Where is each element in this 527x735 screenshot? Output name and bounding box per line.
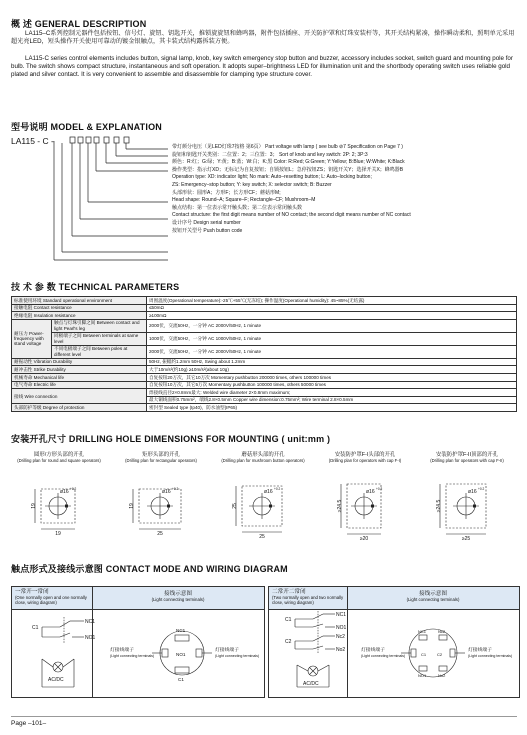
vertical-dimension-label: 19 bbox=[129, 503, 135, 509]
table-cell: ≤50mΩ bbox=[147, 304, 517, 312]
table-cell: 耐压力 Power-frequency with stand voltage bbox=[12, 319, 52, 358]
vertical-dimension-label: 19 bbox=[31, 503, 37, 509]
drilling-plan-title bbox=[416, 452, 518, 463]
table-cell: 焊接线直径2×0.8mm最大: Welded wire diameter 2×0.8mm maximum; bbox=[147, 389, 517, 397]
horizontal-dimension-label: 19 bbox=[55, 531, 61, 537]
drilling-drawing bbox=[110, 472, 210, 552]
drilling-title-en: (Drilling plan for round and square operators) bbox=[17, 458, 101, 463]
general-cn-text: LA115–C系列控制元器件包括按钮、信号灯、旋钮、钥匙开关，推锁旋旋钮和蜂鸣器，附件包括插座、开关防护罩和灯珠安装杆等，其开关结构紧凑，操作瞬动柔和，照明单元采用超光亮LED，短头操作开关使用可靠动的镀金银触点，其卡装式结构露拆装方便。 bbox=[11, 30, 515, 46]
hole-tolerance: +0.2 bbox=[274, 487, 281, 491]
drilling-drawing bbox=[212, 472, 312, 552]
table-row bbox=[12, 358, 517, 366]
label-c1: C1 bbox=[32, 625, 39, 631]
lamp-terminal-en-l: (Light connecting terminals) bbox=[110, 654, 155, 658]
hole-diameter: ø16 bbox=[468, 489, 477, 495]
drilling-title-en: (Drilling plan for rectangular operators) bbox=[125, 458, 197, 463]
tech-heading: 技 术 参 数 TECHNICAL PARAMETERS bbox=[11, 282, 180, 292]
hole-tolerance: +0.2 bbox=[376, 487, 383, 491]
table-row bbox=[12, 332, 517, 345]
lamp-terminal-en-l: (Light connecting terminals) bbox=[361, 654, 406, 658]
drilling-plan-title bbox=[8, 452, 110, 463]
table-row bbox=[12, 297, 517, 305]
table-row bbox=[12, 381, 517, 389]
general-en-text: LA115-C series control elements includes button, signal lamp, knob, key switch emergency stop button and buzzer, accessory includes socket, switch guard and mounting pole for bulb. The switch shows compact structure, instantaneous and soft operation. It adopts super–brightness LED for illumination unit and the shortbody operating switch uses reliable gold plated and silver contact. It is very convenient to assemble and disassemble for clamping type structure cover. bbox=[11, 55, 513, 79]
model-code-text: LA115 - C - bbox=[11, 136, 54, 146]
table-cell: 耐振动性 Vibration Durability bbox=[12, 358, 147, 366]
drilling-heading: 安装开孔尺寸 DRILLING HOLE DIMENSIONS FOR MOUNTING ( unit:mm ) bbox=[11, 434, 331, 444]
model-line: 旋钮和钥匙开关类别：二位置：2；三位置：3； Sort of knob and key switch: 2P: 2; 3P:3 bbox=[172, 151, 368, 158]
model-line: ZS: Emergency–stop button; Y: key switch; X: selector switch; B: Buzzer bbox=[172, 181, 332, 188]
vertical-dimension-label: ≥24.5 bbox=[436, 499, 442, 513]
table-cell: 接触电阻 Contact resistance bbox=[12, 304, 147, 312]
lamp-terminal-label-l: 灯接线端子 bbox=[361, 648, 385, 653]
wiring-title-en: (One normally open and one normally close, wiring diagram) bbox=[15, 595, 87, 606]
model-line: Contact structure: the first digit means number of NO contact; the second digit means number of NC contact bbox=[172, 212, 411, 219]
drilling-plan bbox=[314, 452, 416, 552]
terminal-c2: C2 bbox=[437, 652, 443, 657]
terminal-nc1: NC1 bbox=[176, 628, 186, 633]
table-cell: 绝缘电阻 Insulation resistance bbox=[12, 312, 147, 320]
terminal-no1: NO1 bbox=[418, 673, 427, 678]
horizontal-dimension-label: ≥25 bbox=[461, 536, 471, 542]
drilling-plan bbox=[212, 452, 314, 552]
footer-rule bbox=[11, 716, 517, 717]
table-row bbox=[12, 404, 517, 412]
table-row bbox=[12, 304, 517, 312]
label-c1: C1 bbox=[285, 617, 292, 623]
wiring-title bbox=[15, 589, 91, 606]
terminal-c1: C1 bbox=[421, 652, 427, 657]
label-nc1: NC1 bbox=[336, 612, 347, 618]
drilling-title-cn: 安装防护罩F-I头部的开孔 bbox=[334, 452, 396, 458]
drilling-drawing bbox=[8, 472, 108, 552]
table-cell: 接线 Wire connection bbox=[12, 389, 147, 404]
drilling-title-cn: 安装防护罩F-II顶部的开孔 bbox=[436, 452, 498, 458]
label-no2: No2 bbox=[336, 647, 346, 653]
hole-diameter: ø16 bbox=[162, 489, 171, 495]
drilling-diagrams bbox=[8, 452, 520, 552]
table-cell: 机械寿命 Mechanical life bbox=[12, 373, 147, 381]
drilling-plan bbox=[8, 452, 110, 552]
lamp-terminal-en-r: (Light connecting terminals) bbox=[215, 654, 260, 658]
table-cell: 2000伏，交流50Hz，一分钟 AC 2000V/50Hz, 1 minute bbox=[147, 319, 517, 332]
model-heading: 型号说明 MODEL & EXPLANATION bbox=[11, 122, 162, 132]
terminal-no2: No2 bbox=[438, 673, 446, 678]
horizontal-dimension-label: 25 bbox=[157, 531, 163, 537]
table-cell: 1000伏，交流50Hz，一分钟 AC 1000V/50Hz, 1 minute bbox=[147, 332, 517, 345]
drilling-title-en: (Drilling plan for operators with cap F-I) bbox=[328, 458, 402, 463]
table-cell: 自复按钮20万次，其它10万次 Momentary pushbutton 200000 times, others 100000 times bbox=[147, 373, 517, 381]
lamp-terminal-label-r: 灯接线端子 bbox=[215, 648, 239, 653]
general-heading: 概 述 GENERAL DESCRIPTION bbox=[11, 19, 147, 29]
hole-tolerance: +0.2 bbox=[172, 487, 179, 491]
diagram-title-en: (Light connecting terminals) bbox=[406, 597, 460, 603]
table-cell: 头部防护等级 Degree of protection bbox=[12, 404, 147, 412]
model-explanation bbox=[172, 144, 522, 235]
drilling-plan-title bbox=[212, 452, 314, 463]
table-cell: 大于10m/s²(约10g) ≥10m/s²(about 10g) bbox=[147, 366, 517, 374]
drilling-title-en: (Drilling plan for operators with cap F-II) bbox=[430, 458, 504, 463]
diagram-title-en: (Light connecting terminals) bbox=[151, 597, 205, 603]
model-line: 触点结构：第一位表示常开触头数；第二位表示常闭触头数 bbox=[172, 204, 303, 211]
table-cell: 最大铜线面积0.75mm²，端线2.8×0.5mm Copper wire dimension:0.75mm²; Wire terminal 2.8×0.5mm bbox=[147, 396, 517, 404]
table-row bbox=[12, 373, 517, 381]
label-c2: C2 bbox=[285, 639, 292, 645]
diagram-title bbox=[349, 591, 517, 602]
lamp-terminal-en-r: (Light connecting terminals) bbox=[468, 654, 513, 658]
label-acdc: AC/DC bbox=[303, 681, 319, 687]
drilling-drawing bbox=[416, 472, 516, 552]
table-cell: 电气寿命 Electric life bbox=[12, 381, 147, 389]
vertical-dimension-label: ≥24.5 bbox=[337, 499, 343, 513]
table-cell: 周围温度(Operational temperature):-25℃+55℃(无冻结); 操作温度(Operational humidity): 45~85%(无结露) bbox=[147, 297, 517, 305]
diagram-title bbox=[94, 591, 262, 602]
diagram-title-cn: 接线示意图 bbox=[164, 591, 192, 597]
drilling-drawing bbox=[314, 472, 414, 552]
table-cell: 自复按钮10万次，其它5万次 Momentary pushbutton 100000 times, others 50000 times bbox=[147, 381, 517, 389]
table-cell: 标准使用环境 Standard operational environment bbox=[12, 297, 147, 305]
model-code-bracket bbox=[50, 136, 170, 266]
model-line: 操作类型：指示灯XD；无标记为自复按钮；自锁按钮L；急停按钮ZS；钥匙开关Y；选择开关X；蜂鸣器B bbox=[172, 166, 404, 173]
wiring-title-cn: 一常开一常闭 bbox=[15, 589, 49, 595]
table-row bbox=[12, 366, 517, 374]
drilling-title-cn: 蘑菇形头部的开孔 bbox=[241, 452, 285, 458]
table-cell: 50Hz, 振幅约1.2mm 50Hz, Swing about 1.2mm bbox=[147, 358, 517, 366]
model-line: 带灯颜分电压（见LED灯珠7按格 第6页） Part voltage with lamp ( see bulb ⊘7 Specification on Page 7 ) bbox=[172, 144, 403, 150]
diagram-title-cn: 接线示意图 bbox=[419, 591, 447, 597]
horizontal-dimension-label: ≥20 bbox=[359, 536, 369, 542]
drilling-plan bbox=[416, 452, 518, 552]
horizontal-dimension-label: 25 bbox=[259, 534, 265, 540]
table-row bbox=[12, 345, 517, 358]
model-line: Head shape: Round–A; Square–F; Rectangle–CF; Mushroom–M bbox=[172, 197, 316, 204]
drilling-plan-title bbox=[314, 452, 416, 463]
wiring-diagram-1no1nc bbox=[12, 609, 264, 697]
lamp-terminal-label-r: 灯接线端子 bbox=[468, 648, 492, 653]
table-cell: ≥100mΩ bbox=[147, 312, 517, 320]
table-cell: 耐冲击性 Strike Durability bbox=[12, 366, 147, 374]
wiring-box-2no2nc bbox=[268, 586, 520, 698]
table-row bbox=[12, 389, 517, 397]
model-line: 颜色：R:红；G:绿；Y:黄；B:蓝；W:白；K:黑 Color: R:Red; G:Green; Y:Yellow; B:Blue; W:White; K:Black bbox=[172, 159, 405, 166]
drilling-title-cn: 圆形/方形头部的开孔 bbox=[33, 452, 84, 458]
model-line: 按钮开关型号 Push button code bbox=[172, 227, 243, 234]
table-cell: 同极端子之间 Between terminals at same level bbox=[52, 332, 147, 345]
table-cell: 2000伏，交流50Hz，一分钟 AC 2000V/50Hz, 1 minute bbox=[147, 345, 517, 358]
tech-table bbox=[11, 296, 517, 412]
wiring-title bbox=[272, 589, 346, 606]
label-acdc: AC/DC bbox=[48, 677, 64, 683]
drilling-plan-title bbox=[110, 452, 212, 463]
table-cell: 密封型 Sealed type (Ip40)，防水油型(IP65) bbox=[147, 404, 517, 412]
model-line: Operation type: XD: indicator light; No mark: Auto–resetting button; L: Auto–locking button; bbox=[172, 174, 372, 181]
vertical-dimension-label: 25 bbox=[232, 503, 238, 509]
terminal-nc1: NC1 bbox=[418, 629, 427, 634]
label-no1: NO1 bbox=[336, 625, 347, 631]
contact-heading: 触点形式及接线示意图 CONTACT MODE AND WIRING DIAGRAM bbox=[11, 564, 288, 574]
hole-diameter: ø16 bbox=[60, 489, 69, 495]
drilling-title-cn: 矩形头部的开孔 bbox=[142, 452, 180, 458]
hole-diameter: ø16 bbox=[366, 489, 375, 495]
drilling-title-en: (Drilling plan for mushroom button operators) bbox=[221, 458, 305, 463]
terminal-c1: C1 bbox=[178, 677, 184, 682]
model-line: 头部形状：圆形A；方形F；长方形CF；蘑菇形M; bbox=[172, 189, 281, 196]
table-cell: 触点与灯珠引脚之间 Between contact and light Pearl's leg bbox=[52, 319, 147, 332]
wiring-title-en: (Two normally open and two normally close, wiring diagram) bbox=[272, 595, 344, 606]
wiring-title-cn: 二常开二常闭 bbox=[272, 589, 306, 595]
hole-diameter: ø16 bbox=[264, 489, 273, 495]
lamp-terminal-label-l: 灯接线端子 bbox=[110, 648, 134, 653]
drilling-plan bbox=[110, 452, 212, 552]
model-line: 设计序号 Design serial number bbox=[172, 219, 241, 226]
terminal-nc2: Nc2 bbox=[438, 629, 446, 634]
wiring-diagram-2no2nc bbox=[269, 609, 519, 697]
hole-tolerance: +0.2 bbox=[478, 487, 485, 491]
page-number: Page –101– bbox=[11, 720, 47, 727]
hole-tolerance: +0.2 bbox=[70, 487, 77, 491]
label-nc2: Nc2 bbox=[336, 634, 345, 640]
model-code bbox=[11, 136, 54, 146]
label-nc1: NC1 bbox=[85, 619, 96, 625]
table-row bbox=[12, 319, 517, 332]
table-cell: 不同电极端子之间 Between poles at different level bbox=[52, 345, 147, 358]
label-no1: NO1 bbox=[85, 635, 96, 641]
table-row bbox=[12, 312, 517, 320]
terminal-no1: NO1 bbox=[176, 652, 186, 657]
wiring-box-1no1nc bbox=[11, 586, 265, 698]
